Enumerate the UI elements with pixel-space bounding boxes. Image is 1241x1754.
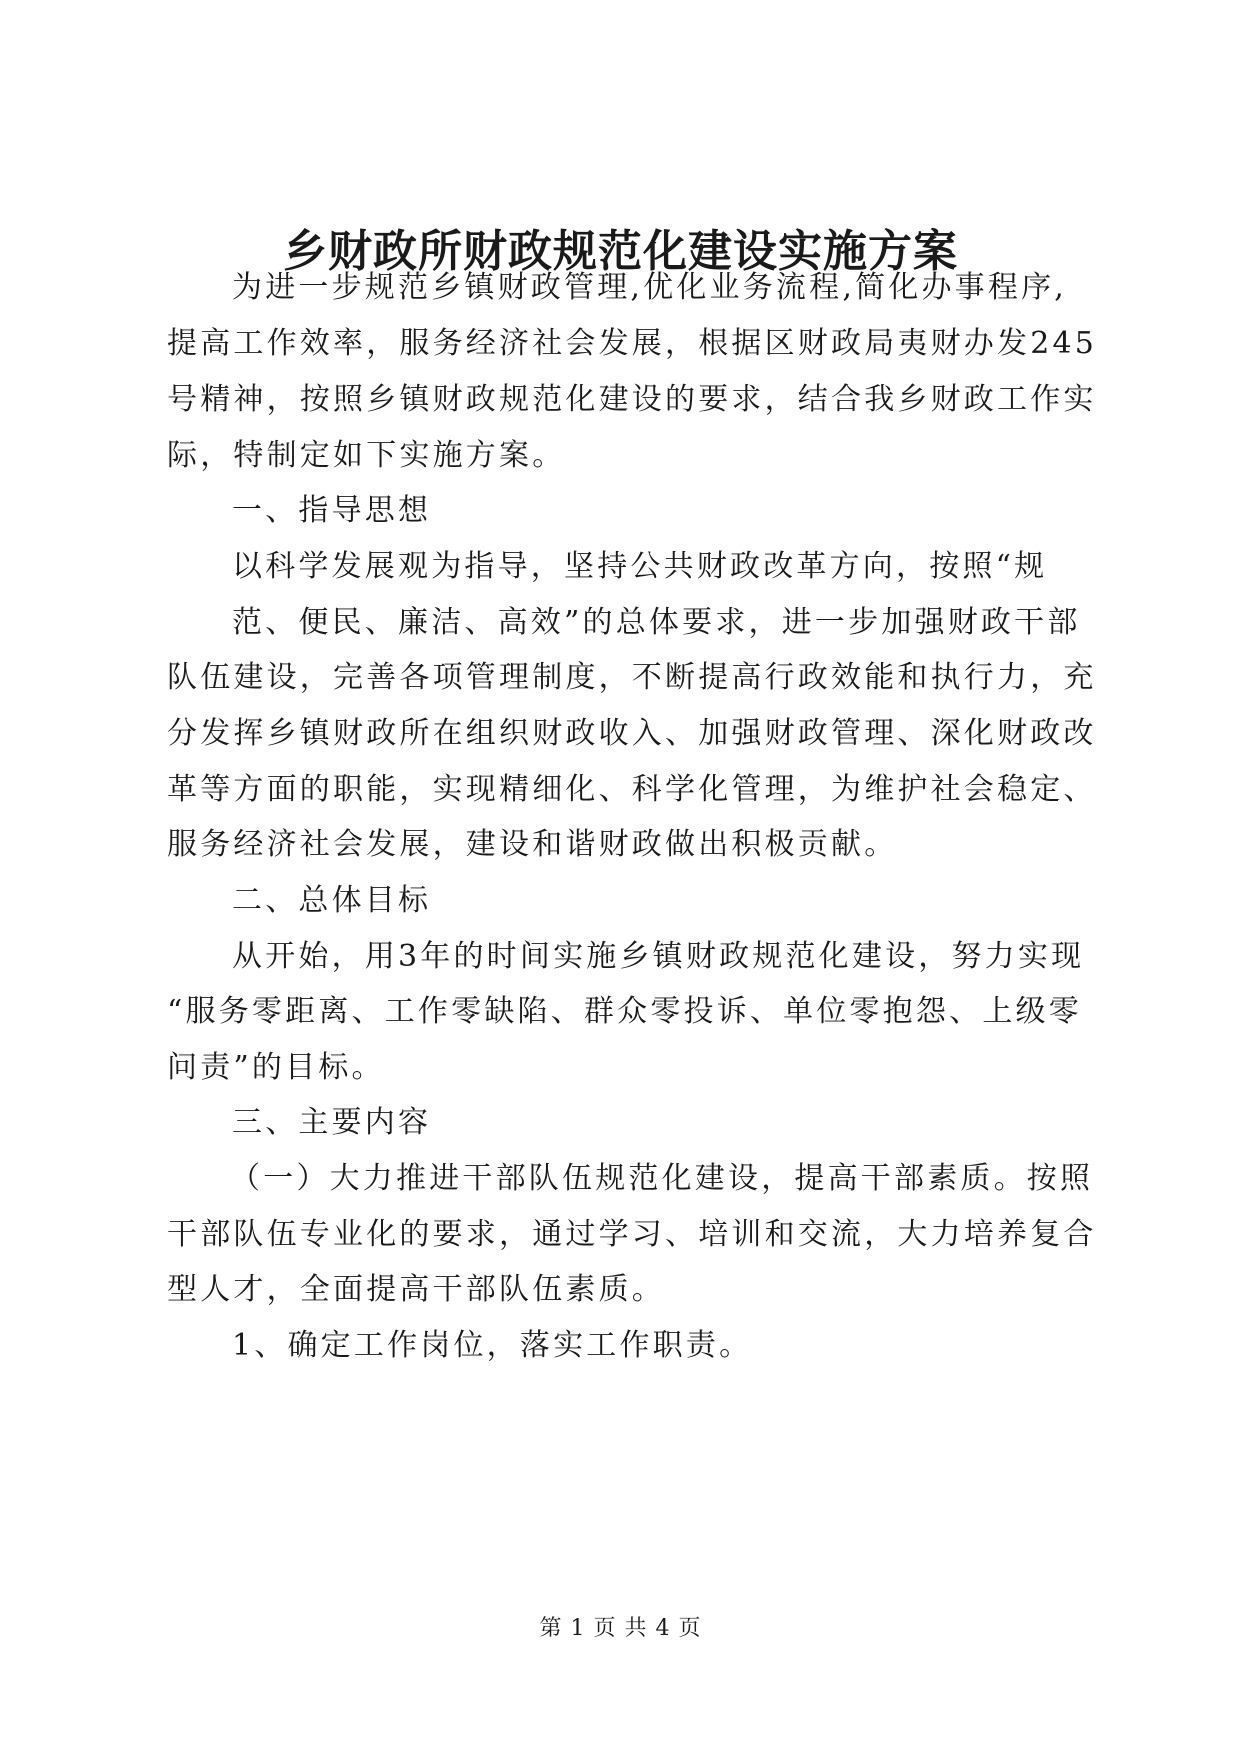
paragraph-line: 干部队伍专业化的要求，通过学习、培训和交流，大力培养复合 — [167, 1217, 1097, 1252]
paragraph-line: 提高工作效率，服务经济社会发展，根据区财政局夷财办发245 — [167, 326, 1098, 361]
paragraph-line: 型人才，全面提高干部队伍素质。 — [167, 1272, 665, 1307]
section-heading: 三、主要内容 — [232, 1105, 432, 1140]
document-title: 乡财政所财政规范化建设实施方案 — [283, 226, 958, 277]
section-heading: 一、指导思想 — [232, 493, 432, 528]
paragraph-line: 以科学发展观为指导，坚持公共财政改革方向，按照“规 — [232, 549, 1048, 584]
paragraph-line: 际，特制定如下实施方案。 — [167, 438, 566, 473]
paragraph-line: （一）大力推进干部队伍规范化建设，提高干部素质。按照 — [230, 1161, 1094, 1196]
paragraph-line: 分发挥乡镇财政所在组织财政收入、加强财政管理、深化财政改 — [167, 716, 1097, 751]
paragraph-line: 队伍建设，完善各项管理制度，不断提高行政效能和执行力，充 — [167, 660, 1097, 695]
paragraph-line: 1、确定工作岗位，落实工作职责。 — [232, 1328, 753, 1363]
paragraph-line: “服务零距离、工作零缺陷、群众零投诉、单位零抱怨、上级零 — [167, 994, 1082, 1029]
section-heading: 二、总体目标 — [232, 883, 432, 918]
paragraph-line: 范、便民、廉洁、高效”的总体要求，进一步加强财政干部 — [232, 605, 1081, 640]
paragraph-line: 服务经济社会发展，建设和谐财政做出积极贡献。 — [167, 827, 898, 862]
paragraph-line: 革等方面的职能，实现精细化、科学化管理，为维护社会稳定、 — [167, 772, 1097, 807]
page-footer: 第 1 页 共 4 页 — [539, 1616, 702, 1641]
paragraph-line: 问责”的目标。 — [167, 1050, 385, 1085]
paragraph-line: 从开始，用3年的时间实施乡镇财政规范化建设，努力实现 — [232, 939, 1085, 974]
paragraph-line: 号精神，按照乡镇财政规范化建设的要求，结合我乡财政工作实 — [167, 382, 1097, 417]
paragraph-line: 为进一步规范乡镇财政管理,优化业务流程,简化办事程序, — [232, 270, 1068, 305]
